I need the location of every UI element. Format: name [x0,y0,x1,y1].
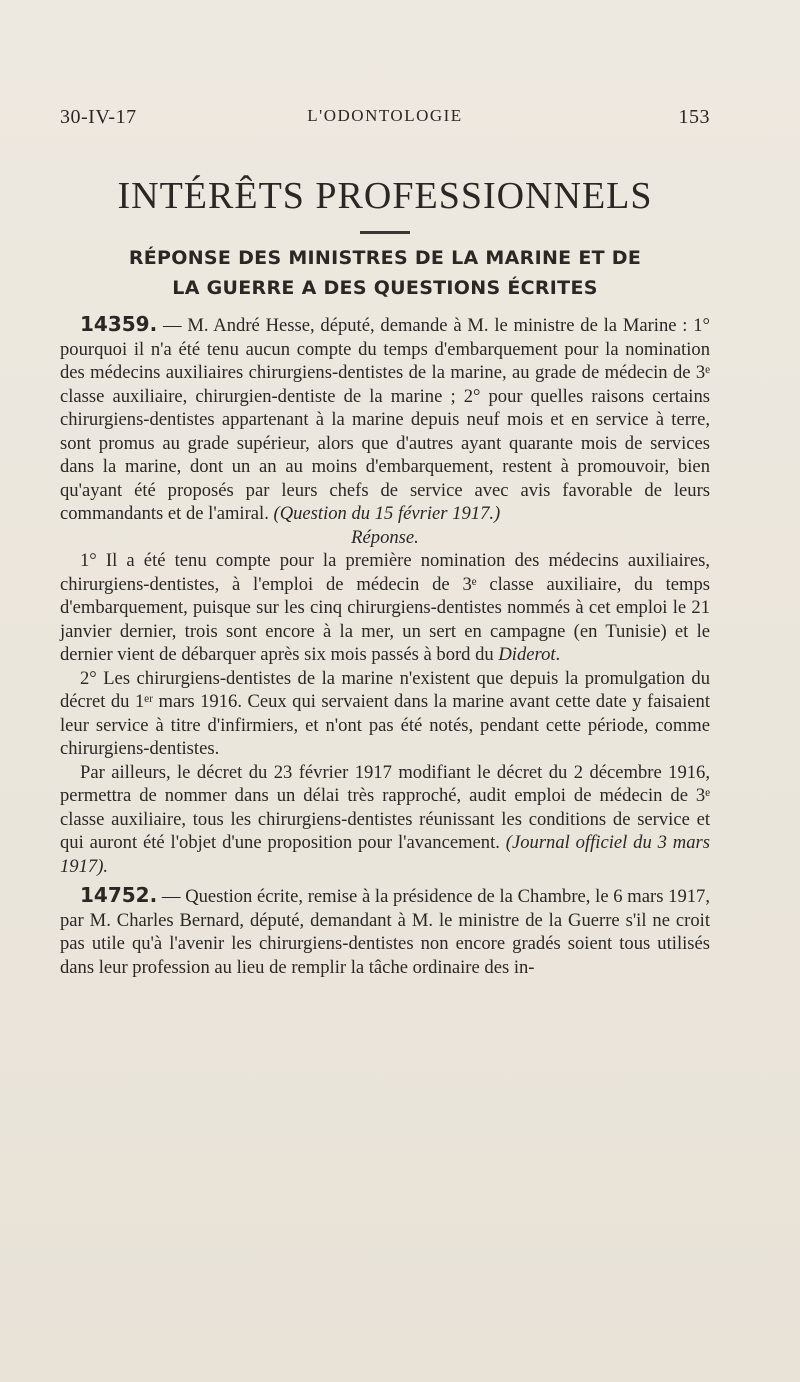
article-body [60,313,710,979]
running-head-date: 30-IV-17 [60,106,137,128]
article-heading-line-1: RÉPONSE DES MINISTRES DE LA MARINE ET DE [128,247,642,269]
running-head [60,106,710,136]
title-divider [360,231,410,234]
answer-paragraph-1 [60,549,710,667]
page-number: 153 [678,106,710,128]
article-heading-line-2: LA GUERRE A DES QUESTIONS ÉCRITES [172,277,598,299]
section-title: INTÉRÊTS PROFESSIONNELS [117,175,653,217]
question-paragraph-2 [60,884,710,979]
question-number-1: 14359. [80,312,158,336]
running-head-journal: L'ODONTOLOGIE [307,106,463,125]
reponse-label: Réponse. [351,526,419,548]
ship-name: Diderot [498,644,556,665]
article-heading [60,243,710,303]
answer-text-1-end: . [555,644,561,665]
answer-paragraph-3 [60,761,710,879]
question-paragraph-1 [60,313,710,526]
question-text-1: — M. André Hesse, député, demande à M. le ministre de la Marine : 1° pourquoi il n'a été tenu aucun compte du temps d'embarquement pour la nomination des médecins auxiliaires chirurgiens-dentistes de la marine, au grade de médecin de 3ᵉ classe auxiliaire, chirurgien-dentiste de la marine ; 2° pour quelles raisons certains chirurgiens-dentistes appartenant à la marine depuis neuf mois et en service à terre, sont promus au grade supérieur, alors que d'autres ayant quarante mois de services dans la marine, dont un an au moins d'embarquement, restent à promouvoir, bien qu'ayant été proposés par leurs chefs de service avec avis favorable de leurs commandants et de l'amiral. [60,315,710,524]
answer-paragraph-2: 2° Les chirurgiens-dentistes de la marine n'existent que depuis la promulgation du décret du 1ᵉʳ mars 1916. Ceux qui servaient dans la marine avant cette date y faisaient leur service à titre d'infirmiers, et n'ont pas été notés, pendant cette période, comme chirurgiens-dentistes. [60,667,710,759]
answer-citation-3: (Journal officiel du 3 mars 1917). [60,832,710,877]
question-number-2: 14752. [80,883,158,907]
question-citation-1: (Question du 15 février 1917.) [273,503,501,524]
answer-text-3: Par ailleurs, le décret du 23 février 1917 modifiant le décret du 2 décembre 1916, permettra de nommer dans un délai très rapproché, audit emploi de médecin de 3ᵉ classe auxiliaire, tous les chirurgiens-dentistes réunissant les conditions de service et qui auront été l'objet d'une proposition pour l'avancement. [60,761,710,853]
question-text-2: — Question écrite, remise à la présidence de la Chambre, le 6 mars 1917, par M. Charles Bernard, député, demandant à M. le ministre de la Guerre s'il ne croit pas utile qu'à l'avenir les chirurgiens-dentistes non encore gradés soient tous utilisés dans leur profession au lieu de remplir la tâche ordinaire des in- [60,886,710,978]
answer-text-1: 1° Il a été tenu compte pour la première nomination des médecins auxiliaires, chirurgiens-dentistes, à l'emploi de médecin de 3ᵉ classe auxiliaire, du temps d'embarquement, puisque sur les cinq chirurgiens-dentistes nommés à cet emploi le 21 janvier dernier, trois sont encore à la mer, un sert en campagne (en Tunisie) et le dernier vient de débarquer après six mois passés à bord du [60,550,710,665]
